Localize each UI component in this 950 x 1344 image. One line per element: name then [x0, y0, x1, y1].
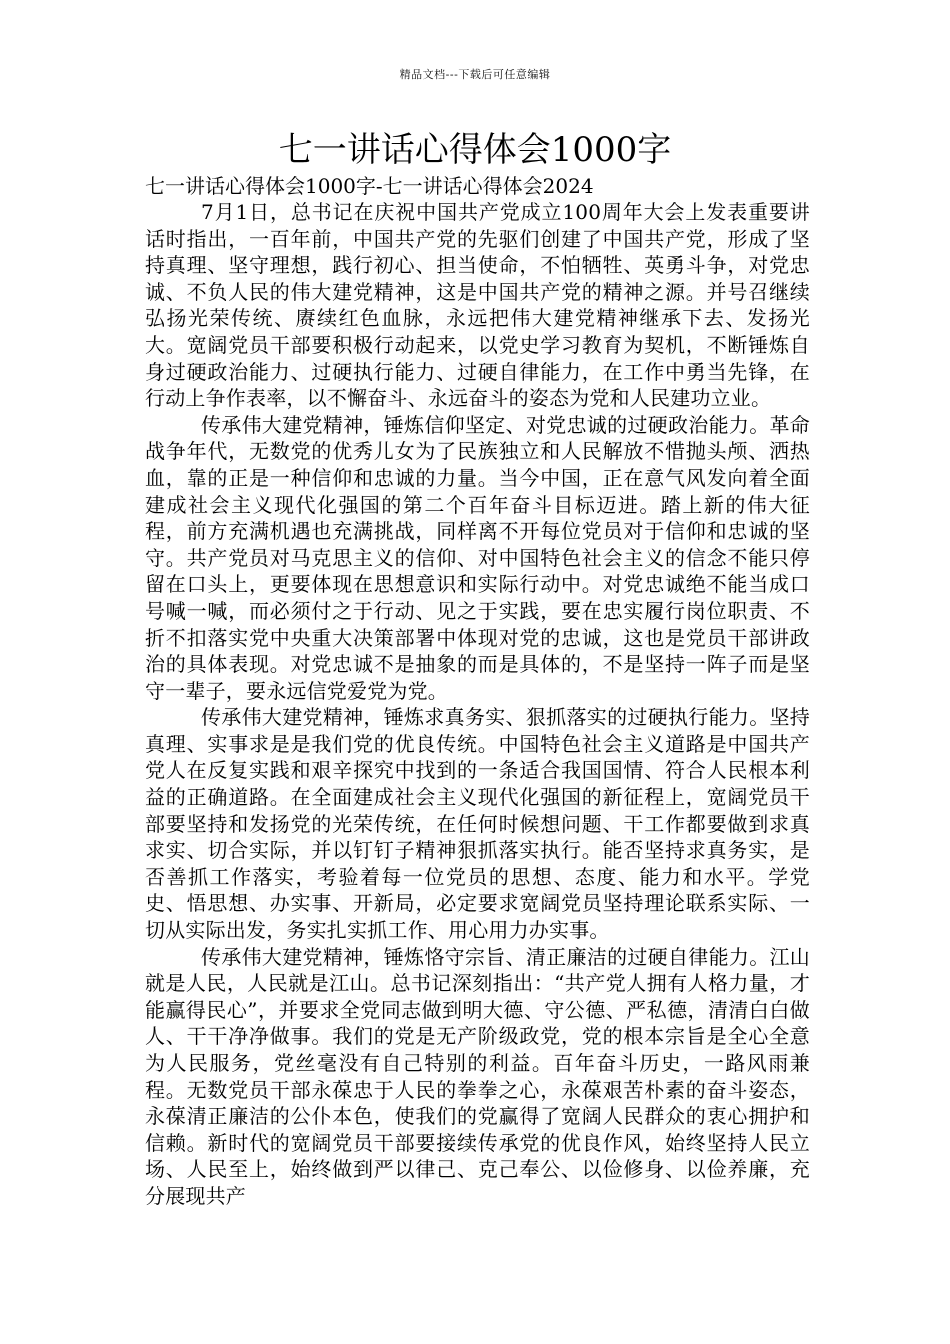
- paragraph-2: 传承伟大建党精神，锤炼信仰坚定、对党忠诚的过硬政治能力。革命战争年代，无数党的优秀儿女为了民族独立和人民解放不惜抛头颅、洒热血，靠的正是一种信仰和忠诚的力量。当今中国，正在意气风发向着全面建成社会主义现代化强国的第二个百年奋斗目标迈进。踏上新的伟大征程，前方充满机遇也充满挑战，同样离不开每位党员对于信仰和忠诚的坚守。共产党员对马克思主义的信仰、对中国特色社会主义的信念不能只停留在口头上，更要体现在思想意识和实际行动中。对党忠诚绝不能当成口号喊一喊，而必须付之于行动、见之于实践，要在忠实履行岗位职责、不折不扣落实党中央重大决策部署中体现对党的忠诚，这也是党员干部讲政治的具体表现。对党忠诚不是抽象的而是具体的，不是坚持一阵子而是坚守一辈子，要永远信党爱党为党。: [145, 412, 810, 703]
- paragraph-1: 7月1日，总书记在庆祝中国共产党成立100周年大会上发表重要讲话时指出，一百年前，中国共产党的先驱们创建了中国共产党，形成了坚持真理、坚守理想，践行初心、担当使命，不怕牺牲、英勇斗争，对党忠诚、不负人民的伟大建党精神，这是中国共产党的精神之源。并号召继续弘扬光荣传统、赓续红色血脉，永远把伟大建党精神继承下去、发扬光大。宽阔党员干部要积极行动起来，以党史学习教育为契机，不断锤炼自身过硬政治能力、过硬执行能力、过硬自律能力，在工作中勇当先锋，在行动上争作表率，以不懈奋斗、永远奋斗的姿态为党和人民建功立业。: [145, 200, 810, 411]
- document-body: [145, 173, 810, 1210]
- paragraph-4: 传承伟大建党精神，锤炼恪守宗旨、清正廉洁的过硬自律能力。江山就是人民，人民就是江山。总书记深刻指出：“共产党人拥有人格力量，才能赢得民心”，并要求全党同志做到明大德、守公德、严私德，清清白白做人、干干净净做事。我们的党是无产阶级政党，党的根本宗旨是全心全意为人民服务，党丝毫没有自己特别的利益。百年奋斗历史，一路风雨兼程。无数党员干部永葆忠于人民的拳拳之心，永葆艰苦朴素的奋斗姿态，永葆清正廉洁的公仆本色，使我们的党赢得了宽阔人民群众的衷心拥护和信赖。新时代的宽阔党员干部要接续传承党的优良作风，始终坚持人民立场、人民至上，始终做到严以律己、克己奉公、以俭修身、以俭养廉，充分展现共产: [145, 944, 810, 1208]
- document-subtitle: 七一讲话心得体会1000字-七一讲话心得体会2024: [145, 174, 594, 198]
- document-title: 七一讲话心得体会1000字: [278, 130, 672, 170]
- header-note: 精品文档---下载后可任意编辑: [399, 68, 551, 81]
- paragraph-3: 传承伟大建党精神，锤炼求真务实、狠抓落实的过硬执行能力。坚持真理、实事求是是我们党的优良传统。中国特色社会主义道路是中国共产党人在反复实践和艰辛探究中找到的一条适合我国国情、符合人民根本利益的正确道路。在全面建成社会主义现代化强国的新征程上，宽阔党员干部要坚持和发扬党的光荣传统，在任何时候想问题、干工作都要做到求真求实、切合实际，并以钉钉子精神狠抓落实执行。能否坚持求真务实，是否善抓工作落实，考验着每一位党员的思想、态度、能力和水平。学党史、悟思想、办实事、开新局，必定要求宽阔党员坚持理论联系实际、一切从实际出发，务实扎实抓工作、用心用力办实事。: [145, 705, 810, 943]
